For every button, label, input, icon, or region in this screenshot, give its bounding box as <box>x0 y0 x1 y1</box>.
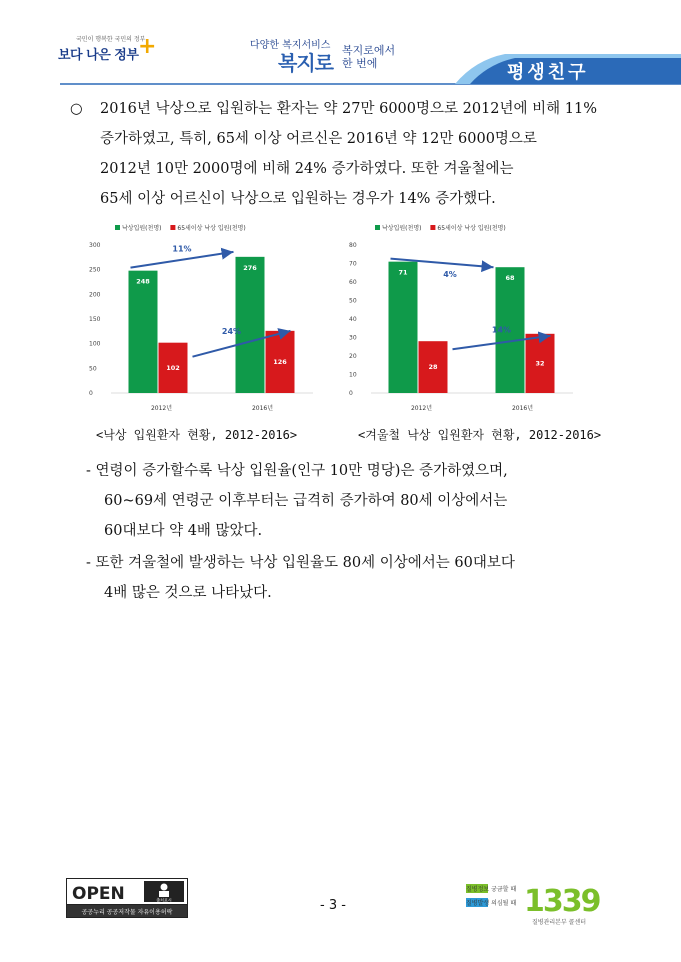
paragraph-line: 증가하였고, 특히, 65세 이상 어르신은 2016년 약 12만 6000명으로 <box>100 131 537 147</box>
paragraph-line: 65세 이상 어르신이 낙상으로 입원하는 경우가 14% 증가했다. <box>100 191 496 207</box>
percent-change-label: 4% <box>443 269 457 279</box>
bokjiro-brand: 복지로 <box>278 51 333 75</box>
y-tick-label: 20 <box>349 353 357 360</box>
plus-icon: + <box>138 34 157 59</box>
callcenter-sub: 질병관리본부 콜센터 <box>532 919 587 926</box>
legend-label: 낙상입원(천명) <box>382 225 422 232</box>
trend-arrow <box>131 252 234 268</box>
legend-swatch <box>115 225 120 230</box>
callcenter-line2: 질병발생 의심될 때 <box>466 900 517 907</box>
open-badge-label: OPEN <box>72 884 125 904</box>
y-tick-label: 0 <box>89 390 93 397</box>
y-tick-label: 10 <box>349 371 357 379</box>
sub-bullet-line: - 연령이 증가할수록 낙상 입원율(인구 10만 명당)은 증가하였으며, <box>86 463 508 479</box>
bar <box>129 271 158 393</box>
y-tick-label: 40 <box>349 316 357 323</box>
y-tick-label: 30 <box>349 334 357 342</box>
open-badge-type: 출처표시 <box>156 897 172 903</box>
paragraph-line: 2012년 10만 2000명에 비해 24% 증가하였다. 또한 겨울철에는 <box>100 161 514 177</box>
callcenter-line1: 질병정보 궁금할 때 <box>466 886 517 893</box>
bar <box>389 262 418 393</box>
bokjiro-side-line1: 복지로에서 <box>342 44 396 57</box>
chart-fall-inpatients <box>85 215 320 420</box>
y-tick-label: 300 <box>89 242 101 249</box>
government-logo-slogan: 국민이 행복한 국민의 정부 <box>76 36 146 43</box>
bar-value-label: 71 <box>398 268 408 277</box>
y-tick-label: 100 <box>89 340 101 348</box>
page-number: - 3 - <box>320 898 346 913</box>
y-tick-label: 250 <box>89 266 101 274</box>
sub-bullet-line: 60~69세 연령군 이후부터는 급격히 증가하여 80세 이상에서는 <box>104 493 508 509</box>
y-tick-label: 70 <box>349 260 357 268</box>
sub-bullet-line: 4배 많은 것으로 나타났다. <box>104 585 272 601</box>
legend-label: 65세이상 낙상 입원(천명) <box>177 225 246 232</box>
legend-label: 낙상입원(천명) <box>122 225 162 232</box>
sub-bullet-line: - 또한 겨울철에 발생하는 낙상 입원율도 80세 이상에서는 60대보다 <box>86 555 515 571</box>
paragraph-line: 2016년 낙상으로 입원하는 환자는 약 27만 6000명으로 2012년에 비해 11% <box>100 101 598 117</box>
government-logo-name: 보다 나은 정부 <box>58 48 139 63</box>
x-tick-label: 2012년 <box>150 405 173 412</box>
x-tick-label: 2016년 <box>251 405 274 412</box>
percent-change-label: 11% <box>172 244 192 254</box>
y-tick-label: 50 <box>349 297 357 305</box>
legend-swatch <box>430 225 435 230</box>
chart1-caption: <낙상 입원환자 현황, 2012-2016> <box>96 428 298 442</box>
sub-bullet-line: 60대보다 약 4배 많았다. <box>104 523 263 539</box>
bar-value-label: 102 <box>166 363 180 372</box>
bar-value-label: 68 <box>505 274 515 283</box>
percent-change-label: 24% <box>221 326 242 336</box>
chart2-caption: <겨울철 낙상 입원환자 현황, 2012-2016> <box>358 428 602 442</box>
bar-value-label: 32 <box>535 359 545 368</box>
y-tick-label: 50 <box>89 365 97 373</box>
bar-value-label: 126 <box>273 357 287 366</box>
legend-swatch <box>170 225 175 230</box>
y-tick-label: 80 <box>349 242 357 249</box>
y-tick-label: 0 <box>349 390 353 397</box>
legend-label: 65세이상 낙상 입원(천명) <box>437 225 506 232</box>
x-tick-label: 2016년 <box>511 405 534 412</box>
y-tick-label: 200 <box>89 291 101 299</box>
bokjiro-tagline: 다양한 복지서비스 <box>250 40 331 51</box>
bar-value-label: 248 <box>136 277 150 286</box>
chart-winter-fall-inpatients <box>345 215 580 420</box>
legend-swatch <box>375 225 380 230</box>
y-tick-label: 60 <box>349 279 357 286</box>
page-header <box>0 0 681 95</box>
open-badge-sub: 공공누리 공공저작물 자유이용허락 <box>81 909 173 916</box>
bar <box>236 257 265 393</box>
circle-bullet: ○ <box>70 101 83 117</box>
x-tick-label: 2012년 <box>410 405 433 412</box>
open-license-badge <box>66 878 188 918</box>
bar-value-label: 28 <box>428 363 438 372</box>
y-tick-label: 150 <box>89 316 101 323</box>
kcdc-callcenter-logo <box>462 878 622 928</box>
callcenter-number: 1339 <box>524 884 600 919</box>
header-title: 평생친구 <box>507 62 589 83</box>
bar-value-label: 276 <box>243 263 257 272</box>
percent-change-label: 14% <box>491 325 512 335</box>
bokjiro-side-line2: 한 번에 <box>342 57 378 70</box>
